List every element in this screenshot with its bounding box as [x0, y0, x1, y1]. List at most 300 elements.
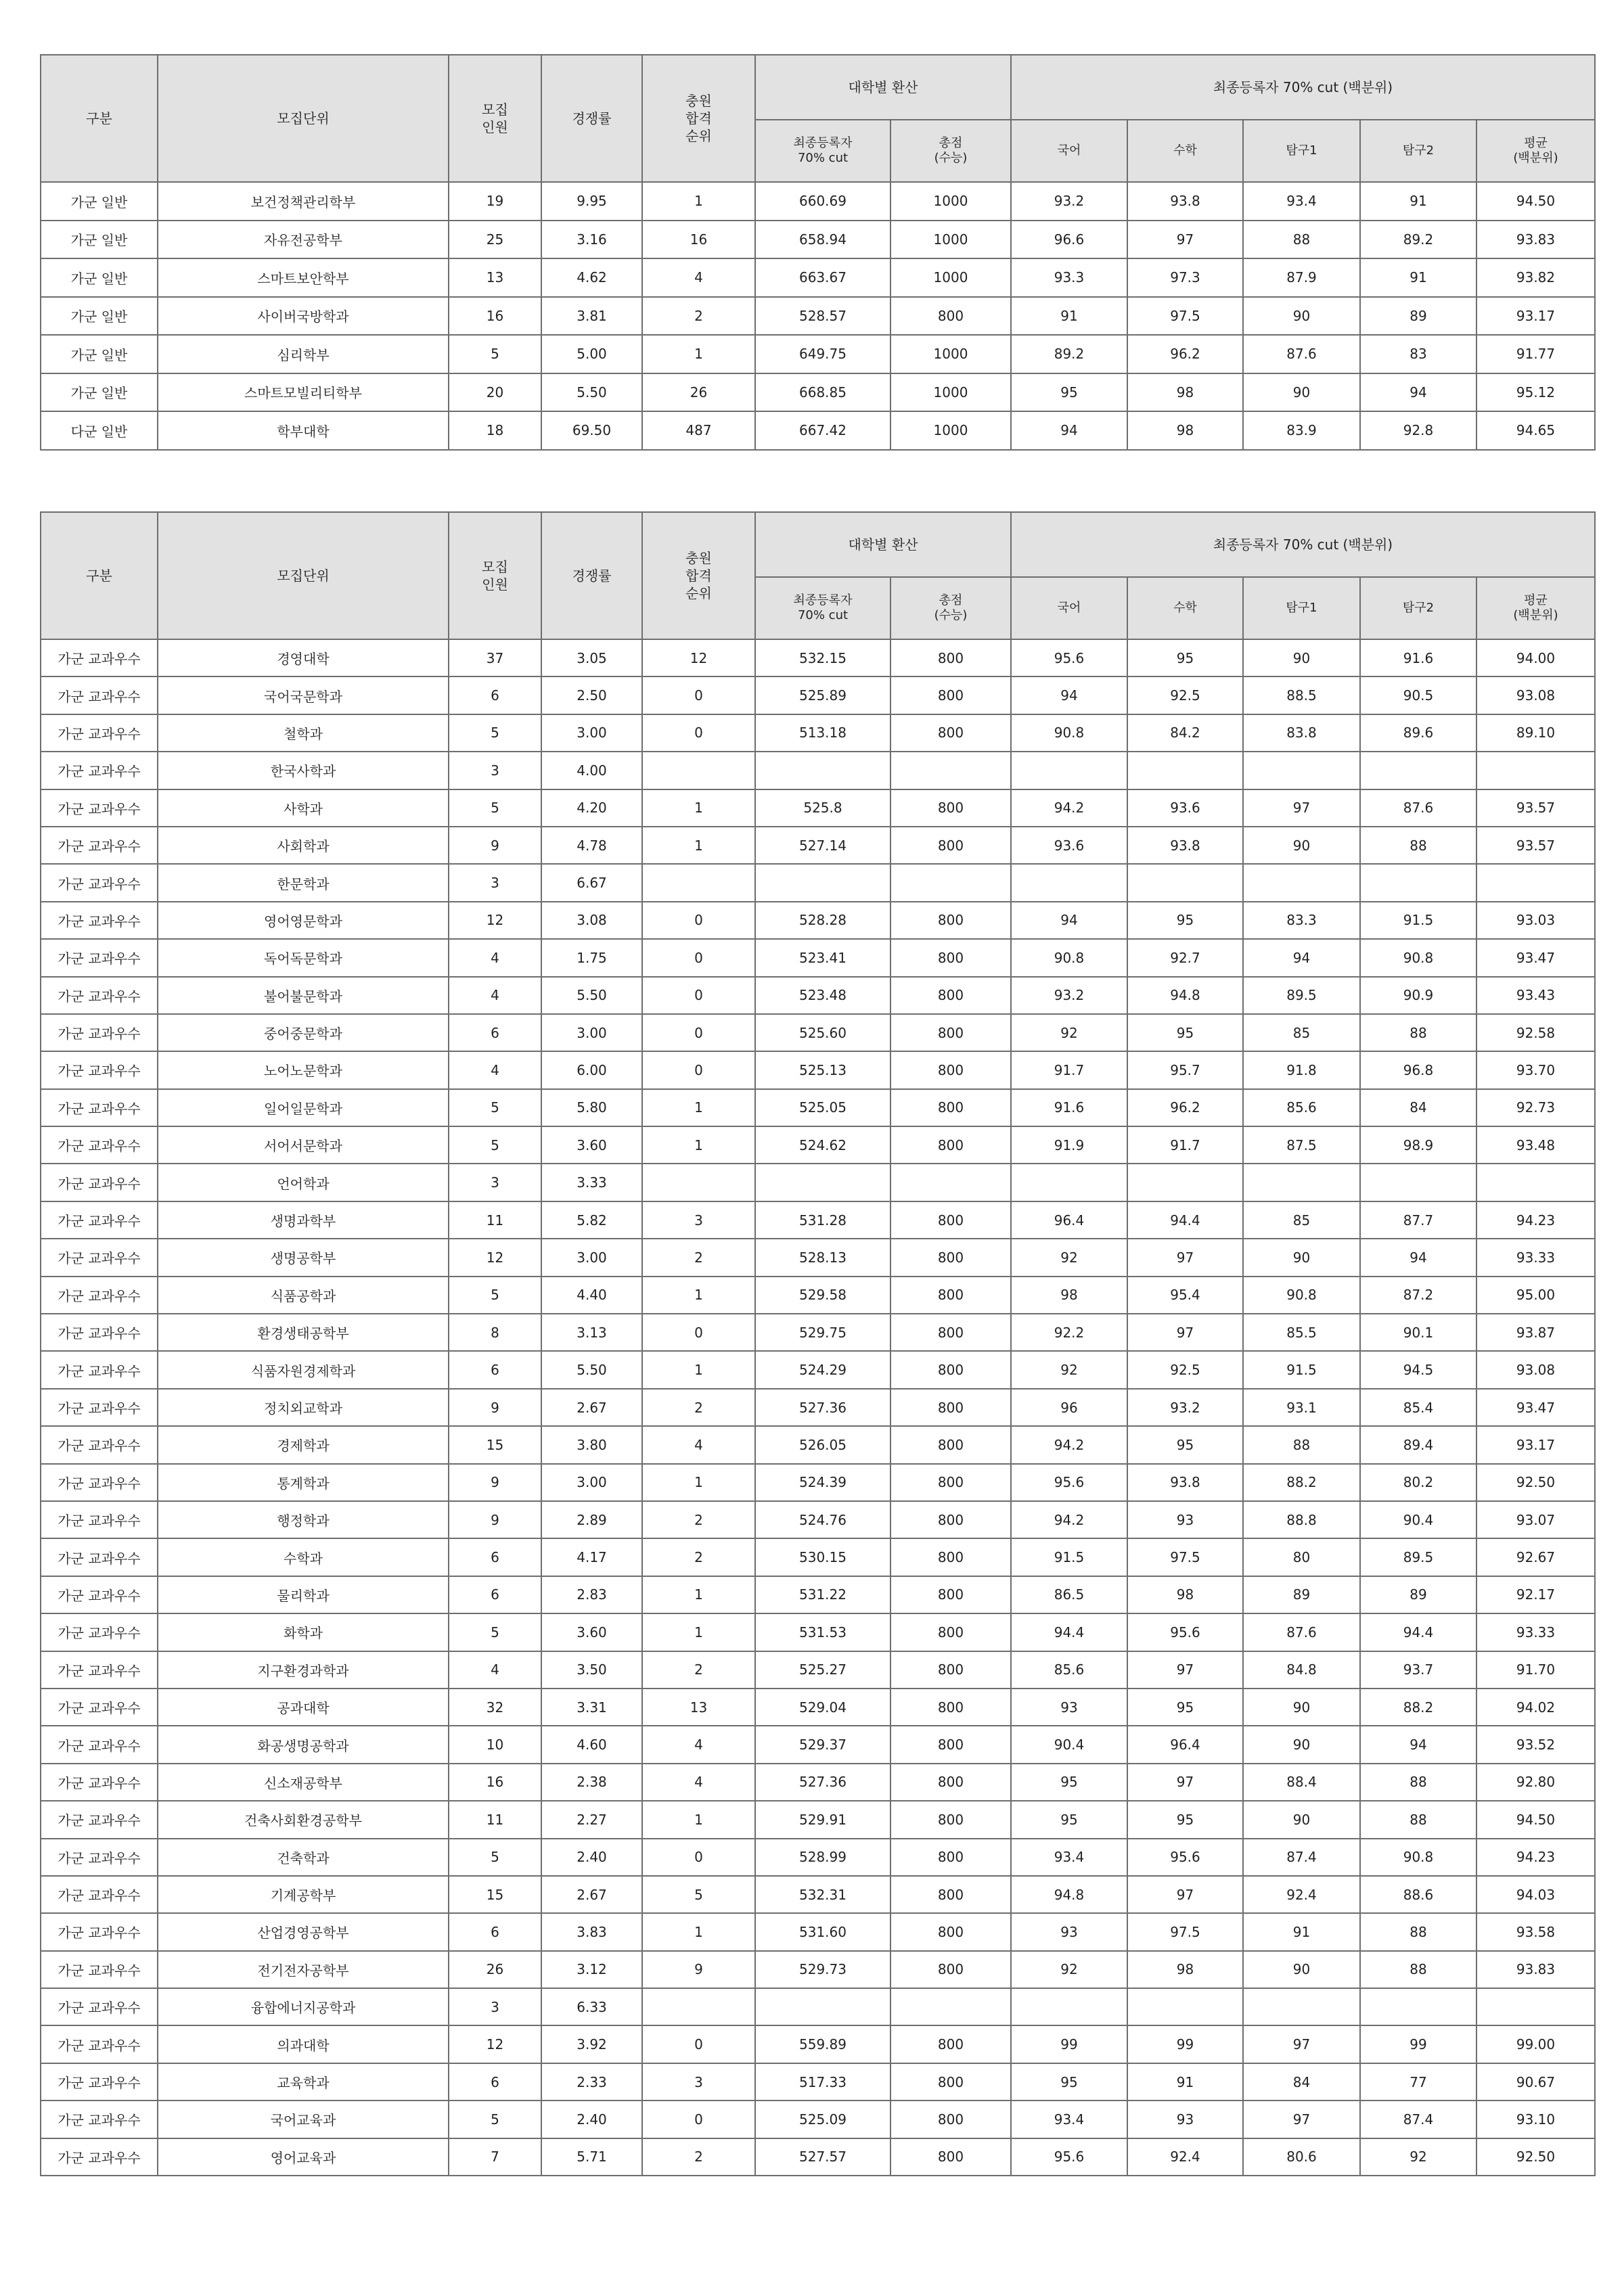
- table-row: [41, 1277, 1595, 1314]
- table-row: [41, 714, 1595, 752]
- table-row: [41, 1426, 1595, 1463]
- cell-category: 가군 교과우수: [41, 1913, 158, 1950]
- cell-total: 800: [890, 827, 1011, 864]
- cell-category: 가군 교과우수: [41, 714, 158, 752]
- header-korean: 국어: [1011, 577, 1127, 639]
- cell-total: 800: [890, 1651, 1011, 1689]
- cell-category: 가군 교과우수: [41, 1988, 158, 2025]
- cell-rank: 0: [642, 977, 755, 1014]
- table-row: [41, 1126, 1595, 1164]
- cell-math: 84.2: [1127, 714, 1243, 752]
- cell-korean: 93.4: [1011, 1839, 1127, 1876]
- cell-unit: 중어중문학과: [158, 1014, 449, 1051]
- cell-korean: 91: [1011, 297, 1127, 336]
- cell-rank: 9: [642, 1951, 755, 1988]
- cell-final-70: 529.75: [755, 1314, 890, 1351]
- table-row: [41, 1689, 1595, 1726]
- cell-inquiry2: 88: [1360, 827, 1476, 864]
- cell-math: 92.4: [1127, 2138, 1243, 2176]
- cell-quota: 5: [449, 2100, 541, 2138]
- header-inquiry1: 탐구1: [1243, 120, 1360, 182]
- cell-rank: 1: [642, 1126, 755, 1164]
- cell-inquiry2: 93.7: [1360, 1651, 1476, 1689]
- cell-total: [890, 864, 1011, 901]
- cell-quota: 19: [449, 182, 541, 221]
- table-row: [41, 1913, 1595, 1950]
- cell-inquiry2: 89.5: [1360, 1538, 1476, 1576]
- cell-average: 94.23: [1476, 1201, 1595, 1239]
- cell-quota: 6: [449, 1913, 541, 1950]
- cell-inquiry1: [1243, 1164, 1360, 1201]
- cell-competition: 5.71: [541, 2138, 642, 2176]
- cell-unit: 기계공학부: [158, 1876, 449, 1913]
- cell-quota: 6: [449, 676, 541, 714]
- cell-total: 800: [890, 297, 1011, 336]
- cell-math: 97.3: [1127, 258, 1243, 297]
- cell-unit: 영어교육과: [158, 2138, 449, 2176]
- cell-quota: 5: [449, 335, 541, 373]
- cell-rank: 0: [642, 939, 755, 976]
- cell-math: [1127, 864, 1243, 901]
- cell-korean: 92: [1011, 1239, 1127, 1276]
- cell-inquiry2: 91: [1360, 258, 1476, 297]
- cell-average: 93.57: [1476, 827, 1595, 864]
- cell-category: 다군 일반: [41, 411, 158, 450]
- cell-competition: 2.40: [541, 2100, 642, 2138]
- cell-competition: 3.08: [541, 902, 642, 939]
- cell-rank: [642, 1988, 755, 2025]
- table-row: [41, 1613, 1595, 1651]
- cell-category: 가군 교과우수: [41, 1164, 158, 1201]
- table-row: [41, 977, 1595, 1014]
- cell-final-70: 660.69: [755, 182, 890, 221]
- cell-competition: 2.33: [541, 2063, 642, 2100]
- cell-inquiry1: 90: [1243, 1801, 1360, 1838]
- cell-quota: 8: [449, 1314, 541, 1351]
- cell-quota: 6: [449, 2063, 541, 2100]
- cell-category: 가군 교과우수: [41, 1613, 158, 1651]
- table-row: [41, 864, 1595, 901]
- cell-category: 가군 교과우수: [41, 1014, 158, 1051]
- cell-unit: 스마트모빌리티학부: [158, 373, 449, 412]
- cell-unit: 경영대학: [158, 639, 449, 676]
- header-quota: 모집 인원: [449, 512, 541, 639]
- cell-total: 800: [890, 1726, 1011, 1763]
- header-average: 평균 (백분위): [1476, 577, 1595, 639]
- cell-math: 96.4: [1127, 1726, 1243, 1763]
- cell-category: 가군 교과우수: [41, 752, 158, 789]
- cell-inquiry2: 77: [1360, 2063, 1476, 2100]
- cell-inquiry1: 83.8: [1243, 714, 1360, 752]
- cell-final-70: 527.14: [755, 827, 890, 864]
- table-row: [41, 752, 1595, 789]
- cell-inquiry1: 84: [1243, 2063, 1360, 2100]
- cell-total: 1000: [890, 182, 1011, 221]
- cell-inquiry2: 91.6: [1360, 639, 1476, 676]
- table-row: [41, 411, 1595, 450]
- cell-total: 800: [890, 1126, 1011, 1164]
- cell-unit: 건축학과: [158, 1839, 449, 1876]
- cell-rank: 0: [642, 902, 755, 939]
- cell-inquiry2: 99: [1360, 2025, 1476, 2063]
- cell-total: 800: [890, 676, 1011, 714]
- cell-total: 800: [890, 1801, 1011, 1838]
- cell-average: 99.00: [1476, 2025, 1595, 2063]
- cell-quota: 9: [449, 827, 541, 864]
- cell-competition: 2.67: [541, 1389, 642, 1426]
- cell-inquiry2: 92.8: [1360, 411, 1476, 450]
- cell-quota: 3: [449, 864, 541, 901]
- cell-math: 97: [1127, 221, 1243, 259]
- cell-quota: 9: [449, 1389, 541, 1426]
- cell-quota: 5: [449, 1839, 541, 1876]
- header-conversion: 대학별 환산: [755, 55, 1011, 120]
- cell-average: 93.10: [1476, 2100, 1595, 2138]
- cell-korean: 95.6: [1011, 2138, 1127, 2176]
- cell-final-70: 525.27: [755, 1651, 890, 1689]
- cell-competition: 2.40: [541, 1839, 642, 1876]
- table-row: [41, 373, 1595, 412]
- cell-average: 92.17: [1476, 1576, 1595, 1613]
- table-row: [41, 221, 1595, 259]
- header-average: 평균 (백분위): [1476, 120, 1595, 182]
- cell-final-70: 531.28: [755, 1201, 890, 1239]
- cell-category: 가군 교과우수: [41, 827, 158, 864]
- table-row: [41, 639, 1595, 676]
- cell-rank: 0: [642, 2100, 755, 2138]
- cell-inquiry1: 88.5: [1243, 676, 1360, 714]
- cell-inquiry2: 90.9: [1360, 977, 1476, 1014]
- cell-inquiry1: 85: [1243, 1014, 1360, 1051]
- cell-final-70: 513.18: [755, 714, 890, 752]
- header-category: 구분: [41, 55, 158, 182]
- cell-category: 가군 일반: [41, 182, 158, 221]
- table-row: [41, 676, 1595, 714]
- header-inquiry2: 탐구2: [1360, 120, 1476, 182]
- cell-competition: 2.89: [541, 1501, 642, 1538]
- cell-math: 93.2: [1127, 1389, 1243, 1426]
- table-row: [41, 1501, 1595, 1538]
- cell-inquiry2: 88.2: [1360, 1689, 1476, 1726]
- cell-quota: 4: [449, 1651, 541, 1689]
- cell-competition: 3.33: [541, 1164, 642, 1201]
- cell-inquiry1: 90: [1243, 639, 1360, 676]
- cell-average: 94.02: [1476, 1689, 1595, 1726]
- table-row: [41, 1164, 1595, 1201]
- cell-average: 93.87: [1476, 1314, 1595, 1351]
- cell-math: 97.5: [1127, 1538, 1243, 1576]
- header-category: 구분: [41, 512, 158, 639]
- cell-math: 97: [1127, 1876, 1243, 1913]
- cell-inquiry1: [1243, 1988, 1360, 2025]
- cell-competition: 6.67: [541, 864, 642, 901]
- cell-quota: 26: [449, 1951, 541, 1988]
- header-math: 수학: [1127, 577, 1243, 639]
- cell-unit: 정치외교학과: [158, 1389, 449, 1426]
- cell-total: 800: [890, 1538, 1011, 1576]
- cell-unit: 국어교육과: [158, 2100, 449, 2138]
- cell-korean: 86.5: [1011, 1576, 1127, 1613]
- cell-unit: 통계학과: [158, 1464, 449, 1501]
- cell-total: 800: [890, 1014, 1011, 1051]
- header-unit: 모집단위: [158, 55, 449, 182]
- cell-competition: 5.50: [541, 977, 642, 1014]
- cell-inquiry2: 87.4: [1360, 2100, 1476, 2138]
- cell-inquiry2: 88: [1360, 1764, 1476, 1801]
- cell-unit: 한국사학과: [158, 752, 449, 789]
- cell-inquiry2: 88: [1360, 1951, 1476, 1988]
- table-row: [41, 1801, 1595, 1838]
- cell-final-70: 529.37: [755, 1726, 890, 1763]
- cell-total: [890, 1988, 1011, 2025]
- cell-average: 93.17: [1476, 1426, 1595, 1463]
- cell-unit: 생명공학부: [158, 1239, 449, 1276]
- cell-inquiry1: 90: [1243, 373, 1360, 412]
- cell-math: 95: [1127, 639, 1243, 676]
- table-body-general: [41, 182, 1595, 450]
- cell-total: 800: [890, 2063, 1011, 2100]
- cell-inquiry2: 83: [1360, 335, 1476, 373]
- cell-rank: 3: [642, 1201, 755, 1239]
- cell-category: 가군 교과우수: [41, 1538, 158, 1576]
- cell-rank: 487: [642, 411, 755, 450]
- cell-total: 800: [890, 1913, 1011, 1950]
- cell-competition: 3.12: [541, 1951, 642, 1988]
- cell-final-70: 523.48: [755, 977, 890, 1014]
- cell-total: 800: [890, 2025, 1011, 2063]
- cell-final-70: 529.91: [755, 1801, 890, 1838]
- cell-average: 93.33: [1476, 1239, 1595, 1276]
- cell-competition: 2.50: [541, 676, 642, 714]
- cell-category: 가군 교과우수: [41, 2063, 158, 2100]
- cell-inquiry1: 88.8: [1243, 1501, 1360, 1538]
- cell-rank: 0: [642, 2025, 755, 2063]
- cell-inquiry2: 89: [1360, 297, 1476, 336]
- cell-unit: 독어독문학과: [158, 939, 449, 976]
- cell-category: 가군 교과우수: [41, 1464, 158, 1501]
- cell-korean: 94.2: [1011, 1426, 1127, 1463]
- cell-math: 94.4: [1127, 1201, 1243, 1239]
- cell-inquiry2: 92: [1360, 2138, 1476, 2176]
- cell-korean: 95: [1011, 1764, 1127, 1801]
- cell-korean: 89.2: [1011, 335, 1127, 373]
- cell-math: 98: [1127, 1951, 1243, 1988]
- cell-final-70: 527.36: [755, 1764, 890, 1801]
- cell-quota: 9: [449, 1464, 541, 1501]
- cell-average: 92.58: [1476, 1014, 1595, 1051]
- cell-competition: 69.50: [541, 411, 642, 450]
- cell-math: 97: [1127, 1314, 1243, 1351]
- table-row: [41, 1464, 1595, 1501]
- cell-average: 94.03: [1476, 1876, 1595, 1913]
- cell-korean: 91.9: [1011, 1126, 1127, 1164]
- table-row: [41, 1314, 1595, 1351]
- cell-average: 89.10: [1476, 714, 1595, 752]
- cell-korean: 92: [1011, 1951, 1127, 1988]
- cell-korean: 91.7: [1011, 1051, 1127, 1088]
- cell-math: 97: [1127, 1239, 1243, 1276]
- cell-category: 가군 교과우수: [41, 1389, 158, 1426]
- cell-average: 91.70: [1476, 1651, 1595, 1689]
- cell-inquiry2: 91.5: [1360, 902, 1476, 939]
- cell-average: 93.70: [1476, 1051, 1595, 1088]
- cell-category: 가군 일반: [41, 373, 158, 412]
- cell-inquiry2: 90.4: [1360, 1501, 1476, 1538]
- cell-quota: 9: [449, 1501, 541, 1538]
- cell-average: 93.82: [1476, 258, 1595, 297]
- cell-final-70: 526.05: [755, 1426, 890, 1463]
- cell-category: 가군 교과우수: [41, 1126, 158, 1164]
- cell-rank: [642, 752, 755, 789]
- cell-math: 93.8: [1127, 827, 1243, 864]
- cell-rank: 1: [642, 1801, 755, 1838]
- cell-rank: 1: [642, 1464, 755, 1501]
- cell-competition: 3.00: [541, 1464, 642, 1501]
- cell-total: 800: [890, 789, 1011, 827]
- cell-category: 가군 교과우수: [41, 1089, 158, 1126]
- cell-competition: 2.27: [541, 1801, 642, 1838]
- cell-math: 94.8: [1127, 977, 1243, 1014]
- cell-quota: 15: [449, 1876, 541, 1913]
- table-row: [41, 1576, 1595, 1613]
- cell-competition: 3.60: [541, 1126, 642, 1164]
- cell-unit: 생명과학부: [158, 1201, 449, 1239]
- cell-rank: 1: [642, 1576, 755, 1613]
- cell-inquiry2: 98.9: [1360, 1126, 1476, 1164]
- cell-quota: 5: [449, 789, 541, 827]
- cell-rank: 2: [642, 297, 755, 336]
- cell-quota: 10: [449, 1726, 541, 1763]
- cell-rank: 1: [642, 1613, 755, 1651]
- cell-average: 91.77: [1476, 335, 1595, 373]
- cell-category: 가군 교과우수: [41, 676, 158, 714]
- cell-quota: 12: [449, 2025, 541, 2063]
- cell-average: 93.58: [1476, 1913, 1595, 1950]
- cell-competition: 2.67: [541, 1876, 642, 1913]
- cell-inquiry2: 88: [1360, 1014, 1476, 1051]
- table-row: [41, 1051, 1595, 1088]
- cell-math: 97.5: [1127, 297, 1243, 336]
- cell-rank: 26: [642, 373, 755, 412]
- cell-final-70: 531.53: [755, 1613, 890, 1651]
- cell-korean: 93: [1011, 1913, 1127, 1950]
- cell-unit: 신소재공학부: [158, 1764, 449, 1801]
- cell-math: 93.6: [1127, 789, 1243, 827]
- cell-math: 92.5: [1127, 676, 1243, 714]
- cell-inquiry1: 87.6: [1243, 335, 1360, 373]
- cell-inquiry2: 87.6: [1360, 789, 1476, 827]
- cell-competition: 3.05: [541, 639, 642, 676]
- cell-math: 95: [1127, 902, 1243, 939]
- cell-competition: 6.33: [541, 1988, 642, 2025]
- cell-average: 94.23: [1476, 1839, 1595, 1876]
- cell-competition: 3.00: [541, 1239, 642, 1276]
- cell-rank: 1: [642, 1351, 755, 1388]
- cell-average: 92.50: [1476, 1464, 1595, 1501]
- cell-total: [890, 1164, 1011, 1201]
- cell-inquiry2: 85.4: [1360, 1389, 1476, 1426]
- cell-inquiry1: 90: [1243, 1951, 1360, 1988]
- cell-inquiry2: 91: [1360, 182, 1476, 221]
- cell-korean: [1011, 1164, 1127, 1201]
- cell-final-70: 525.09: [755, 2100, 890, 2138]
- cell-quota: 6: [449, 1351, 541, 1388]
- cell-total: 800: [890, 1576, 1011, 1613]
- cell-quota: 3: [449, 1988, 541, 2025]
- cell-quota: 5: [449, 1613, 541, 1651]
- cell-final-70: 524.76: [755, 1501, 890, 1538]
- cell-inquiry1: 85.6: [1243, 1089, 1360, 1126]
- cell-category: 가군 일반: [41, 335, 158, 373]
- cell-average: 94.65: [1476, 411, 1595, 450]
- cell-inquiry1: 90.8: [1243, 1277, 1360, 1314]
- cell-math: 95.6: [1127, 1613, 1243, 1651]
- cell-average: 94.50: [1476, 182, 1595, 221]
- cell-inquiry2: 94.4: [1360, 1613, 1476, 1651]
- table-row: [41, 1651, 1595, 1689]
- cell-final-70: 524.29: [755, 1351, 890, 1388]
- cell-rank: 4: [642, 1726, 755, 1763]
- cell-final-70: 531.22: [755, 1576, 890, 1613]
- cell-unit: 건축사회환경공학부: [158, 1801, 449, 1838]
- table-row: [41, 1239, 1595, 1276]
- cell-final-70: [755, 1988, 890, 2025]
- cell-inquiry1: 89: [1243, 1576, 1360, 1613]
- header-unit: 모집단위: [158, 512, 449, 639]
- cell-final-70: 528.28: [755, 902, 890, 939]
- cell-math: 92.5: [1127, 1351, 1243, 1388]
- cell-inquiry2: 88: [1360, 1801, 1476, 1838]
- cell-category: 가군 교과우수: [41, 1801, 158, 1838]
- cell-category: 가군 교과우수: [41, 864, 158, 901]
- cell-rank: 4: [642, 1426, 755, 1463]
- cell-final-70: 532.15: [755, 639, 890, 676]
- cell-unit: 자유전공학부: [158, 221, 449, 259]
- cell-inquiry2: 90.5: [1360, 676, 1476, 714]
- cell-quota: 25: [449, 221, 541, 259]
- cell-category: 가군 교과우수: [41, 1576, 158, 1613]
- cell-final-70: 529.58: [755, 1277, 890, 1314]
- cell-inquiry1: 80: [1243, 1538, 1360, 1576]
- cell-inquiry2: 88: [1360, 1913, 1476, 1950]
- cell-final-70: 529.04: [755, 1689, 890, 1726]
- cell-average: [1476, 1988, 1595, 2025]
- cell-average: 93.48: [1476, 1126, 1595, 1164]
- cell-inquiry1: 90: [1243, 1689, 1360, 1726]
- cell-final-70: 523.41: [755, 939, 890, 976]
- cell-rank: 16: [642, 221, 755, 259]
- cell-korean: 91.6: [1011, 1089, 1127, 1126]
- table-row: [41, 1951, 1595, 1988]
- cell-inquiry2: [1360, 752, 1476, 789]
- cell-average: 93.43: [1476, 977, 1595, 1014]
- cell-quota: 12: [449, 1239, 541, 1276]
- cell-average: 93.07: [1476, 1501, 1595, 1538]
- cell-quota: 11: [449, 1801, 541, 1838]
- cell-rank: [642, 1164, 755, 1201]
- cell-competition: 3.13: [541, 1314, 642, 1351]
- cell-total: 800: [890, 2100, 1011, 2138]
- cell-unit: 스마트보안학부: [158, 258, 449, 297]
- cell-quota: 16: [449, 297, 541, 336]
- cell-total: 800: [890, 1951, 1011, 1988]
- cell-korean: 95: [1011, 1801, 1127, 1838]
- cell-rank: [642, 864, 755, 901]
- cell-math: 96.2: [1127, 335, 1243, 373]
- table-row: [41, 902, 1595, 939]
- cell-rank: 1: [642, 1913, 755, 1950]
- cell-unit: 일어일문학과: [158, 1089, 449, 1126]
